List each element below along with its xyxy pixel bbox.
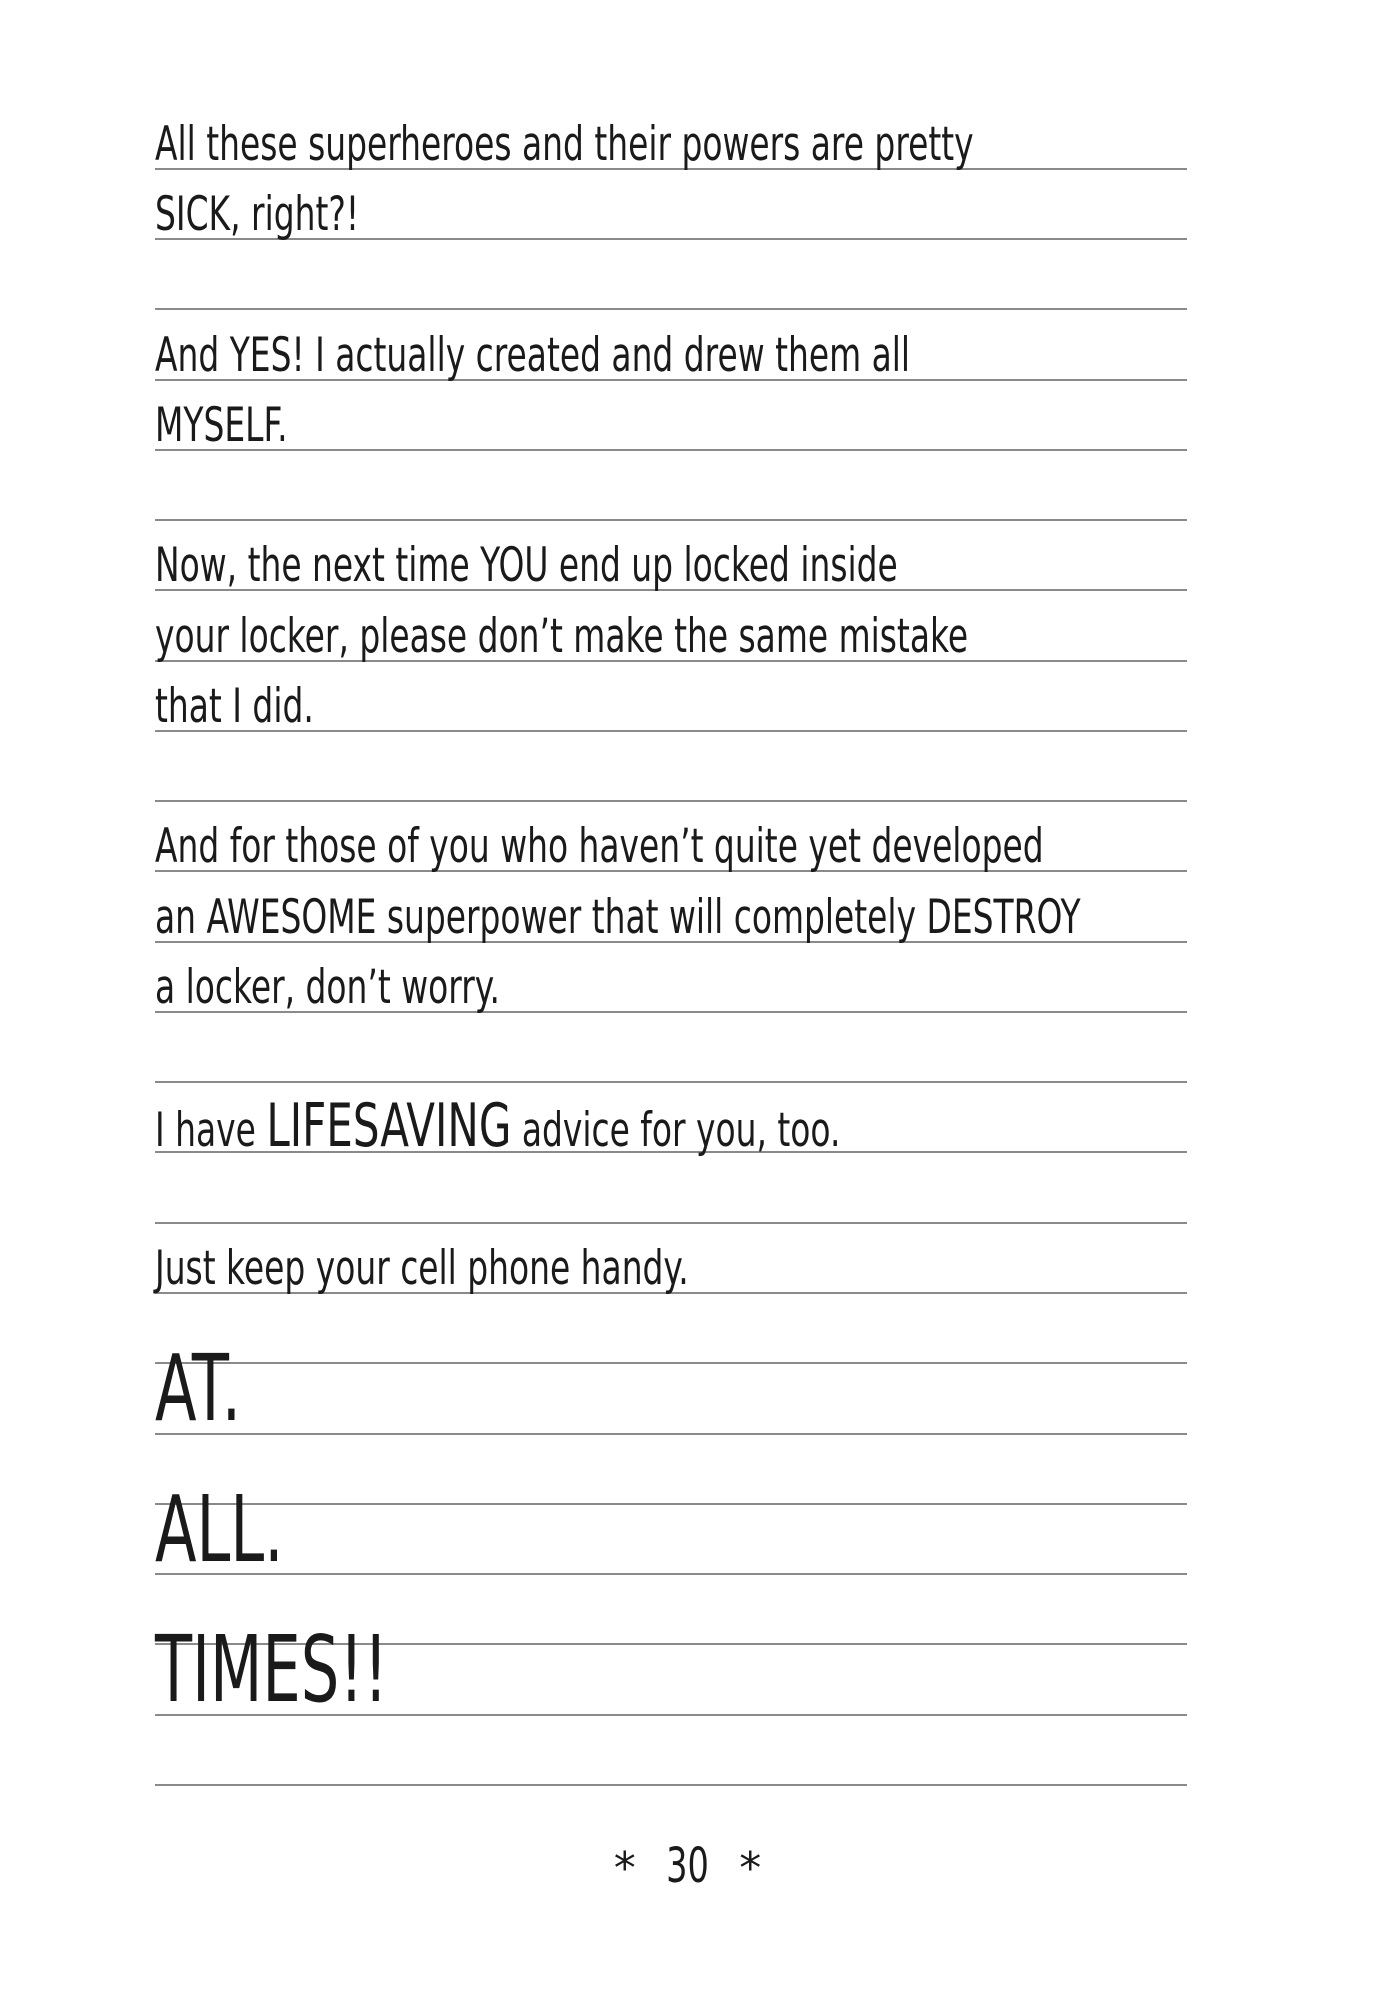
page-number: 30 xyxy=(666,1838,709,1894)
ruled-line xyxy=(155,1081,1187,1083)
closing-word: TIMES!! xyxy=(155,1616,388,1723)
text-line: Now, the next time YOU end up locked inside xyxy=(155,538,898,593)
ruled-line xyxy=(155,800,1187,802)
text-line: All these superheroes and their powers are pretty xyxy=(155,117,974,172)
closing-word: AT. xyxy=(155,1335,242,1442)
emphasis-word: LIFESAVING xyxy=(266,1091,512,1161)
ruled-line xyxy=(155,449,1187,451)
text-line: that I did. xyxy=(155,679,314,734)
text-line: an AWESOME superpower that will completely DESTROY xyxy=(155,890,1081,945)
page-number-footer xyxy=(0,1838,1375,1894)
text-line: SICK, right?! xyxy=(155,187,360,242)
text-segment: I have xyxy=(155,1103,267,1158)
text-line-lifesaving xyxy=(155,1091,1191,1161)
ruled-line xyxy=(155,1784,1187,1786)
ruled-line xyxy=(155,308,1187,310)
text-line: And for those of you who haven’t quite yet developed xyxy=(155,819,1044,874)
text-line: And YES! I actually created and drew them all xyxy=(155,328,911,383)
text-line: MYSELF. xyxy=(155,398,288,453)
ruled-line xyxy=(155,1222,1187,1224)
star-icon: * xyxy=(739,1843,762,1894)
text-line: your locker, please don’t make the same mistake xyxy=(155,609,969,664)
text-line: a locker, don’t worry. xyxy=(155,960,500,1015)
text-segment: advice for you, too. xyxy=(511,1103,841,1158)
closing-word: ALL. xyxy=(155,1476,284,1583)
ruled-line xyxy=(155,519,1187,521)
text-line: Just keep your cell phone handy. xyxy=(155,1241,689,1296)
star-icon: * xyxy=(613,1843,636,1894)
